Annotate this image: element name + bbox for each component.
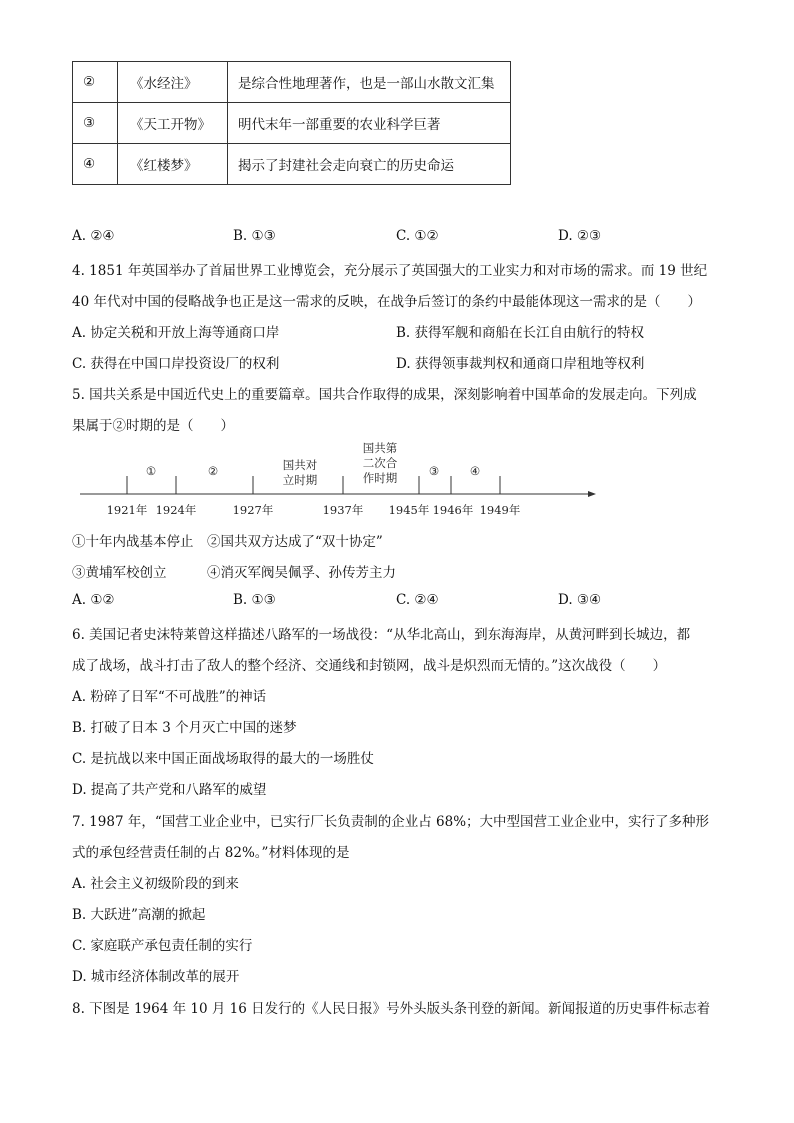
year-label: 1937年 (322, 503, 364, 517)
year-label: 1946年 (432, 503, 474, 517)
q4-option-c: C. 获得在中国口岸投资设厂的权利 (72, 356, 280, 372)
q5-option-c: C. ②④ (396, 592, 439, 608)
q3-option-b: B. ①③ (233, 228, 276, 244)
book-title: 《天工开物》 (118, 103, 228, 144)
row-number: ② (73, 62, 118, 103)
period-label-second-coop: 国共第 (362, 441, 398, 455)
book-description: 是综合性地理著作，也是一部山水散文汇集 (228, 62, 511, 103)
q6-option-a: A. 粉碎了日军“不可战胜”的神话 (72, 689, 267, 705)
q7-option-d: D. 城市经济体制改革的展开 (72, 969, 240, 985)
book-title: 《红楼梦》 (118, 144, 228, 185)
period-label-4: ④ (469, 464, 481, 478)
book-title: 《水经注》 (118, 62, 228, 103)
period-label-3: ③ (428, 464, 440, 478)
q4-stem-line-1: 4. 1851 年英国举办了首届世界工业博览会，充分展示了英国强大的工业实力和对市场的需求。而 19 世纪 (72, 263, 708, 279)
q7-stem-line-1: 7. 1987 年，“国营工业企业中，已实行厂长负责制的企业占 68%；大中型国营工业企业中，实行了多种形 (72, 814, 710, 830)
q3-option-c: C. ①② (396, 228, 439, 244)
table-row (73, 62, 511, 103)
row-number: ④ (73, 144, 118, 185)
q6-stem-line-1: 6. 美国记者史沫特莱曾这样描述八路军的一场战役：“从华北高山，到东海海岸，从黄河畔到长城边，都 (72, 627, 691, 643)
q6-stem-line-2: 成了战场，战斗打击了敌人的整个经济、交通线和封锁网，战斗是炽烈而无情的。”这次战役（ ） (72, 658, 667, 674)
q4-option-a: A. 协定关税和开放上海等通商口岸 (72, 325, 280, 341)
period-label-second-coop: 二次合 (362, 456, 398, 470)
q5-statement-line-1: ①十年内战基本停止 ②国共双方达成了“双十协定” (72, 534, 383, 550)
q8-stem-line-1: 8. 下图是 1964 年 10 月 16 日发行的《人民日报》号外头版头条刊登的新闻。新闻报道的历史事件标志着 (72, 1001, 711, 1017)
q3-option-d: D. ②③ (558, 228, 602, 244)
year-label: 1921年 (106, 503, 148, 517)
q5-statement-line-2: ③黄埔军校创立 ④消灭军阀吴佩孚、孙传芳主力 (72, 565, 396, 581)
year-label: 1924年 (155, 503, 197, 517)
q6-option-c: C. 是抗战以来中国正面战场取得的最大的一场胜仗 (72, 751, 374, 767)
book-description: 明代末年一部重要的农业科学巨著 (228, 103, 511, 144)
period-label-1: ① (145, 464, 157, 478)
row-number: ③ (73, 103, 118, 144)
q7-option-c: C. 家庭联产承包责任制的实行 (72, 938, 253, 954)
q4-option-d: D. 获得领事裁判权和通商口岸租地等权利 (396, 356, 645, 372)
q6-option-d: D. 提高了共产党和八路军的威望 (72, 782, 267, 798)
year-label: 1927年 (232, 503, 274, 517)
table-row (73, 144, 511, 185)
q3-option-a: A. ②④ (72, 228, 115, 244)
q4-stem-line-2: 40 年代对中国的侵略战争也正是这一需求的反映，在战争后签订的条约中最能体现这一需求的是（ ） (72, 294, 701, 310)
period-label-second-coop: 作时期 (362, 471, 398, 485)
timeline-arrowhead (588, 491, 596, 497)
q5-option-a: A. ①② (72, 592, 115, 608)
q5-option-b: B. ①③ (233, 592, 276, 608)
year-label: 1949年 (479, 503, 521, 517)
q5-option-d: D. ③④ (558, 592, 602, 608)
q5-stem-line-1: 5. 国共关系是中国近代史上的重要篇章。国共合作取得的成果，深刻影响着中国革命的发展走向。下列成 (72, 387, 697, 403)
period-label-2: ② (207, 464, 219, 478)
q7-stem-line-2: 式的承包经营责任制的占 82%。”材料体现的是 (72, 845, 350, 861)
timeline-diagram (80, 440, 600, 520)
table-row (73, 103, 511, 144)
q4-option-b: B. 获得军舰和商船在长江自由航行的特权 (396, 325, 645, 341)
works-table (72, 61, 511, 185)
year-label: 1945年 (388, 503, 430, 517)
period-label-rivalry: 国共对 (282, 458, 318, 472)
q5-stem-line-2: 果属于②时期的是（ ） (72, 418, 234, 434)
q7-option-a: A. 社会主义初级阶段的到来 (72, 876, 239, 892)
book-description: 揭示了封建社会走向衰亡的历史命运 (228, 144, 511, 185)
period-label-rivalry: 立时期 (282, 473, 318, 487)
q7-option-b: B. 大跃进”高潮的掀起 (72, 907, 206, 923)
q6-option-b: B. 打破了日本 3 个月灭亡中国的迷梦 (72, 720, 297, 736)
